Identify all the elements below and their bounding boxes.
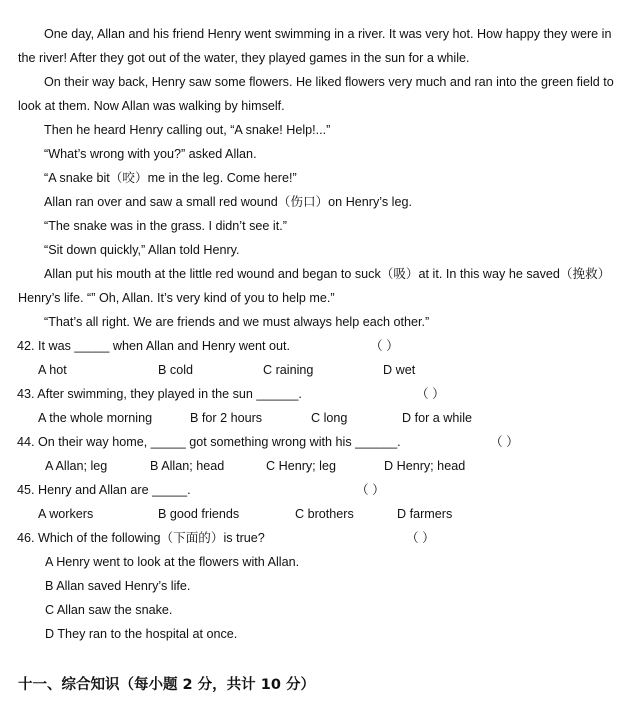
question-45-option-d[interactable]: D farmers — [397, 507, 453, 521]
passage-p8: “Sit down quickly,” Allan told Henry. — [44, 243, 240, 257]
question-45-option-b[interactable]: B good friends — [158, 507, 240, 521]
question-42-option-a[interactable]: A hot — [38, 363, 67, 377]
passage-p7: “The snake was in the grass. I didn’t see it.” — [44, 219, 287, 233]
question-46-option-b[interactable]: B Allan saved Henry’s life. — [45, 579, 191, 593]
question-43-option-c[interactable]: C long — [311, 411, 348, 425]
question-44-option-d[interactable]: D Henry; head — [384, 459, 466, 473]
passage-p3: Then he heard Henry calling out, “A snake! Help!...” — [44, 123, 331, 137]
passage-p4: “What’s wrong with you?” asked Allan. — [44, 147, 257, 161]
passage-p1-line2: the river! After they got out of the water, they played games in the sun for a while. — [18, 51, 470, 65]
question-46-answer-blank[interactable]: （ ） — [406, 531, 435, 545]
question-42-option-b[interactable]: B cold — [158, 363, 194, 377]
question-43-option-d[interactable]: D for a while — [402, 411, 472, 425]
passage-p9-line2: Henry’s life. “” Oh, Allan. It’s very kind of you to help me.” — [18, 291, 335, 305]
question-46-option-a[interactable]: A Henry went to look at the flowers with Allan. — [45, 555, 300, 569]
question-44-option-c[interactable]: C Henry; leg — [266, 459, 336, 473]
passage-p9-line1: Allan put his mouth at the little red wound and began to suck（吸）at it. In this way he saved（挽救） — [44, 267, 611, 281]
passage-p5: “A snake bit（咬）me in the leg. Come here!” — [44, 171, 297, 185]
question-45-option-a[interactable]: A workers — [38, 507, 94, 521]
question-43-option-b[interactable]: B for 2 hours — [190, 411, 263, 425]
question-43-option-a[interactable]: A the whole morning — [38, 411, 153, 425]
passage-p2-line1: On their way back, Henry saw some flowers. He liked flowers very much and ran into the green field to — [44, 75, 614, 89]
passage-p6: Allan ran over and saw a small red wound（伤口）on Henry’s leg. — [44, 195, 412, 209]
question-42-answer-blank[interactable]: （ ） — [370, 339, 399, 353]
passage-p1-line1: One day, Allan and his friend Henry went swimming in a river. It was very hot. How happy they were in — [44, 27, 612, 41]
question-42-option-d[interactable]: D wet — [383, 363, 416, 377]
question-42-option-c[interactable]: C raining — [263, 363, 314, 377]
question-44-stem: 44. On their way home, _____ got something wrong with his ______. — [17, 435, 401, 449]
section-heading: 十一、综合知识（每小题 2 分，共计 10 分） — [18, 677, 315, 693]
question-46-stem: 46. Which of the following（下面的）is true? — [17, 531, 265, 545]
question-46-option-c[interactable]: C Allan saw the snake. — [45, 603, 173, 617]
passage-p2-line2: look at them. Now Allan was walking by himself. — [18, 99, 285, 113]
question-43-stem: 43. After swimming, they played in the sun ______. — [17, 387, 302, 401]
question-44-option-b[interactable]: B Allan; head — [150, 459, 225, 473]
question-44-answer-blank[interactable]: （ ） — [490, 435, 519, 449]
passage-p10: “That’s all right. We are friends and we must always help each other.” — [44, 315, 430, 329]
question-45-option-c[interactable]: C brothers — [295, 507, 354, 521]
question-44-option-a[interactable]: A Allan; leg — [45, 459, 108, 473]
question-46-option-d[interactable]: D They ran to the hospital at once. — [45, 627, 238, 641]
question-42-stem: 42. It was _____ when Allan and Henry went out. — [17, 339, 291, 353]
question-43-answer-blank[interactable]: （ ） — [416, 387, 445, 401]
question-45-answer-blank[interactable]: （ ） — [356, 483, 385, 497]
question-45-stem: 45. Henry and Allan are _____. — [17, 483, 191, 497]
